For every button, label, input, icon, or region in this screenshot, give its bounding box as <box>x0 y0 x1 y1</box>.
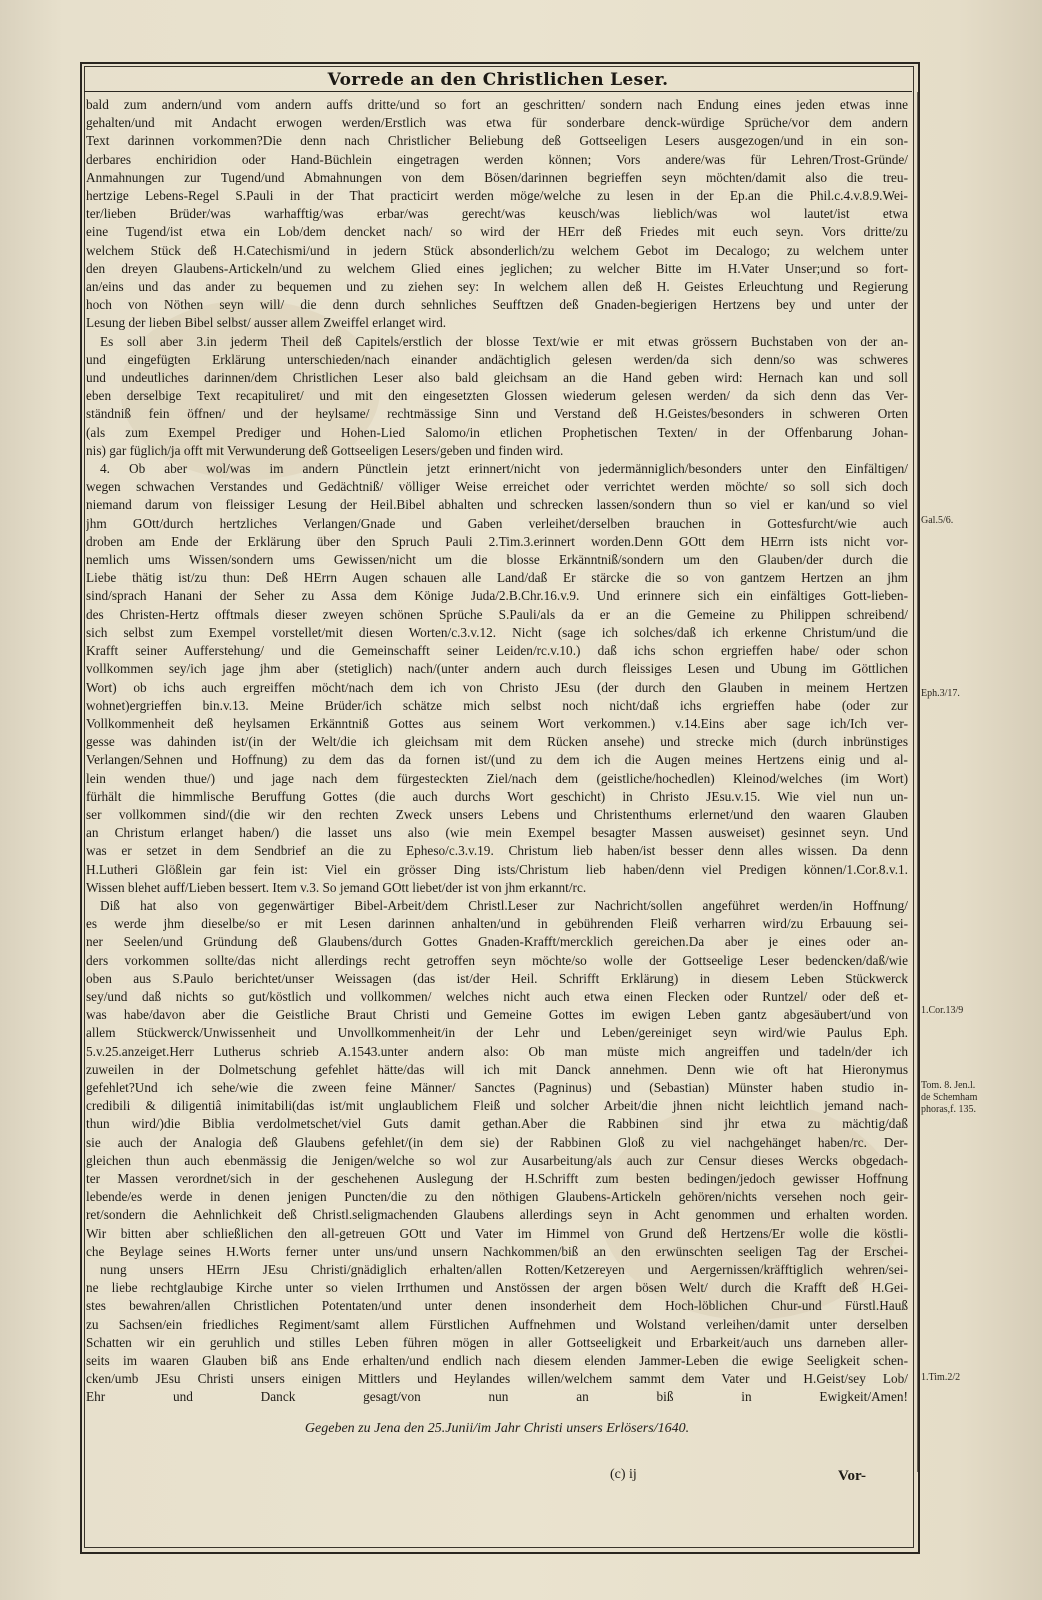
text-line: und eingefügten Erklärung unterschieden/nach einander andächtiglich gelesen werden/da sich denn/so was schweres <box>86 351 908 367</box>
text-line: cken/umb JEsu Christi unsers einigen Mittlers und Heylandes willen/welchem sammt dem Vater und H.Geist/sey Lob/ <box>86 1371 908 1387</box>
text-line: Schatten wir ein geruhlich und stilles Leben führen mögen in aller Gottseeligkeit und Erbarkeit/auch uns darneben aller- <box>86 1334 908 1350</box>
text-line: lebende/es werde in denen jenigen Puncten/die zu den nöthigen Glaubens-Artickeln gehören/nichts versehen noch geir- <box>86 1189 908 1205</box>
text-line: ner Seelen/und Gründung deß Glaubens/durch Gottes Gnaden-Krafft/mercklich gereichen.Da aber je eines oder an- <box>86 934 908 950</box>
text-line: derbares enchiridion oder Hand-Büchlein eingetragen werden können; Vors andere/was für Lehren/Trost-Gründe/ <box>86 151 908 167</box>
text-line: eben derselbige Text recapituliret/ und mit den eingesetzten Glossen wiederum gelesen werden/ da sich denn das Ver- <box>86 388 908 404</box>
text-line: gehalten/und mit Andacht erwogen werden/Erstlich was etwa für sonderbare denck-würdige Sprüche/vor dem andern <box>86 115 908 131</box>
text-line: H.Lutheri Glößlein gar fein ist: Viel ein grösser Ding ists/Christum lieb haben/denn viel Predigen können/1.Cor.8.v.1. <box>86 861 908 877</box>
text-line: 5.v.25.anzeiget.Herr Lutherus schrieb A.1543.unter andern also: Ob man müste mich angreiffen und tadeln/der ich <box>86 1043 908 1059</box>
margin-note-eph: Eph.3/17. <box>921 688 960 699</box>
text-line: sie auch der Analogia deß Glaubens gefehlet/(in dem sie) der Rabbinen Gloß zu viel nachgehänget haben/rc. Der- <box>86 1134 908 1150</box>
text-line: oben aus S.Paulo berichtet/unser Weissagen (das ist/der Heil. Schrifft Erklärung) in diesem Leben Stückwerck <box>86 970 908 986</box>
text-line: thun wird/)die Biblia verdolmetschet/viel Guts damit gethan.Aber die Rabbinen sind jhr etwa zu mächtig/daß <box>86 1116 908 1132</box>
text-line: Wir bitten aber schließlichen den all-getreuen GOtt und Vater im Himmel von Grund deß Hertzens/Er wolle die köstli- <box>86 1225 908 1241</box>
text-line: ne liebe rechtglaubige Kirche unter so vielen Irrthumen und Anstössen der argen bösen Welt/ durch die Krafft deß H.Gei- <box>86 1280 908 1296</box>
text-line: che Beylage seines H.Worts ferner unter uns/und unsern Nachkommen/biß an den erwünschten seeligen Tag der Erschei- <box>86 1243 908 1259</box>
margin-note-tom: Tom. 8. Jen.l. de Schemham phoras,f. 135. <box>921 1080 978 1115</box>
catchword: Vor- <box>838 1468 867 1484</box>
text-line: nis) gar füglich/ja offt mit Verwunderung deß Gottseeligen Lesers/geben und finden wird. <box>86 442 564 458</box>
text-line: wohnet)ergrieffen bin.v.13. Meine Brüder/ich schätze mich selbst noch nicht/daß ichs ergrieffen habe (oder zur <box>86 697 908 713</box>
margin-note-tim: 1.Tim.2/2 <box>921 1372 961 1383</box>
text-line: zu Sachsen/ein friedliches Regiment/samt allem Fürstlichen Auffnehmen und Wolstand verleihen/damit unter derselben <box>86 1316 908 1332</box>
text-line: sind/sprach Hanani der Seher zu Assa dem Könige Juda/2.B.Chr.16.v.9. Und erinnere sich ein einfältiges Gott-lieben- <box>86 588 908 604</box>
text-line: welchem Stück deß H.Catechismi/und in jedern Stück absonderlich/zu welchem Gebot im Decalogo; zu welchem unter <box>86 242 908 258</box>
text-line: droben am Ende der Erklärung über den Spruch Pauli 2.Tim.3.erinnert worden.Denn GOtt dem HErrn ists nicht vor- <box>86 533 908 549</box>
text-line: ter Massen verordnet/sich in der geschehenen Auslegung der H.Schrifft zum besten bedingen/jedoch gewisser Hoffnung <box>86 1170 908 1186</box>
text-line: fürhält die himmlische Beruffung Gottes (die auch durchs Wort geschicht) in Christo JEsu.v.15. Wie viel nun un- <box>86 788 908 804</box>
text-line: Lesung der lieben Bibel selbst/ ausser allem Zweiffel erlanget wird. <box>86 315 447 331</box>
text-line: (als zum Exempel Prediger und Hohen-Lied Salomo/in etlichen Prophetischen Texten/ in der Offenbarung Johan- <box>86 424 908 440</box>
text-line: eine Tugend/ist etwa ein Lob/dem dencket nach/ so wird der HErr deß Friedes mit euch seyn. Vors dritte/zu <box>86 224 908 240</box>
text-line: stes bewahren/allen Christlichen Potentaten/und unter denen insonderheit dem Hoch-löblichen Chur-und Fürstl.Hauß <box>86 1298 908 1314</box>
text-line: hertzige Lebens-Regel S.Pauli in der That practicirt werden möge/welche zu lesen in der Ep.an die Phil.c.4.v.8.9.Wei- <box>86 188 908 204</box>
text-line: sich selbst zum Exempel vorstellet/mit diesen Worten/c.3.v.12. Nicht (sage ich solches/daß ich erkenne Christum/und die <box>86 624 908 640</box>
text-line: es werde jhm dieselbe/so er mit Lesen darinnen anhalten/und in gebührenden Fleiß verharren wird/zu Erbauung sei- <box>86 916 908 932</box>
text-line: nung unsers HErrn JEsu Christi/gnädiglich erhalten/allen Rotten/Ketzereyen und Aergernissen/kräfftiglich wehren/sei- <box>100 1262 908 1277</box>
text-line: Verlangen/Sehnen und Hoffnung) zu dem das da fornen ist/(und zu dem ich die Augen meines Hertzens einig und al- <box>86 752 908 768</box>
text-line: Diß hat also von gegenwärtiger Bibel-Arbeit/dem Christl.Leser zur Nachricht/sollen angeführet werden/in Hoffnung/ <box>100 897 908 913</box>
text-line: zuweilen in der Dolmetschung gefehlet hätte/das will ich mit Danck annehmen. Denn wie oft hat Hieronymus <box>86 1061 908 1077</box>
text-line: 4. Ob aber wol/was im andern Pünctlein jetzt erinnert/nicht von jedermänniglich/besonders unter den Einfältigen/ <box>100 461 908 477</box>
text-line: ders vorkommen sollte/das nicht allerdings recht getroffen seyn möchte/so wolle der Gottseelige Leser bedencken/daß/wie <box>86 952 908 968</box>
body-text <box>86 96 908 1407</box>
text-line: vollkommen sey/ich jage jhm aber (stetiglich) nach/(unter andern auch durch fleissiges Lesen und Ubung im Göttlichen <box>86 661 908 677</box>
text-line: lein wenden thue/) und jage nach dem fürgesteckten Ziel/nach dem (geistliche/hochedlen) Kleinod/welches (im Wort) <box>86 770 908 786</box>
text-line: ret/sondern die Aehnlichkeit deß Christl.seligmachenden Glaubens allerdings seyn in Acht genommen und erhalten worden. <box>86 1207 908 1223</box>
text-line: Vollkommenheit deß heylsamen Erkänntniß Gottes aus seinem Wort verkommen.) v.14.Eins aber sage ich/Ich ver- <box>86 715 908 731</box>
text-line: an/eins und das ander zu bequemen und zu ziehen sey: In welchem allen deß H. Geistes Erleuchtung und Regierung <box>86 279 908 295</box>
text-line: den dreyen Glaubens-Artickeln/und zu welchem Glied eines jeglichen; zu welcher Bitte im H.Vater Unser;und so fort- <box>86 260 908 276</box>
text-line: jhm GOtt/durch hertzliches Verlangen/Gnade und Gaben verleihet/derselben brauchen in Gottesfurcht/wie auch <box>86 515 908 531</box>
text-line: ser vollkommen sind/(die wir den rechten Zweck unsers Lebens und Christenthums erlernet/und den waaren Glauben <box>86 806 908 822</box>
signature-mark: (c) ij <box>610 1467 637 1482</box>
text-line: gleichen thun auch ebenmässig die Jenigen/welche so wol zur Ausarbeitung/als auch zur Censur dieses Wercks obgedach- <box>86 1152 908 1168</box>
text-line: Es soll aber 3.in jederm Theil deß Capitels/erstlich der blosse Text/wie er mit etwas grössern Buchstaben von der an- <box>100 333 908 349</box>
margin-note-cor: 1.Cor.13/9 <box>921 1005 964 1016</box>
text-line: an Christum erlanget haben/) die lasset uns also (wie mein Exempel besagter Massen ausweiset) gesinnet seyn. Und <box>86 825 908 841</box>
text-line: bald zum andern/und vom andern auffs dritte/und so fort an geschritten/ sondern nach Endung eines jeden etwas inne <box>86 97 908 112</box>
text-line: Wort) ob ichs auch ergreiffen möcht/nach dem ich von Christo JEsu (der durch den Glauben in meinem Hertzen <box>86 679 908 695</box>
text-line: seits im waaren Glauben biß ans Ende erhalten/und endlich nach diesem elenden Jammer-Leben die ewige Seeligkeit schen- <box>86 1353 908 1369</box>
text-line: ter/lieben Brüder/was warhafftig/was erbar/was gerecht/was keusch/was lieblich/was wol lautet/ist etwa <box>86 206 908 222</box>
text-line: was habe/davon aber die Geistliche Braut Christi und Gemeine Gottes im ewigen Leben gantz abgesäubert/und von <box>86 1007 908 1023</box>
text-line: Anmahnungen zur Tugend/und Abmahnungen von dem Bösen/darinnen begrieffen seyn möchten/damit also die treu- <box>86 169 908 185</box>
text-line: Ehr und Danck gesagt/von nun an biß in Ewigkeit/Amen! <box>86 1389 908 1405</box>
text-line: Krafft seiner Aufferstehung/ und die Gemeinschafft seiner Leiden/rc.v.10.) daß ichs schon ergrieffen habe/ oder schon <box>86 643 908 659</box>
text-line: gesse was dahinden ist/(in der Welt/die ich gleichsam mit dem Rücken ansehe) und strecke mich (durch inbrünstiges <box>86 734 908 750</box>
text-line: was er setzet in dem Sendbrief an die zu Epheso/c.3.v.19. Christum lieb haben/ist besser denn alles wissen. Da denn <box>86 843 908 859</box>
text-line: wegen schwachen Verstandes und Gedächtniß/ völliger Weise erreichet oder verrichtet werden möchte/ so soll sich doch <box>86 479 908 495</box>
text-line: Liebe thätig ist/zu thun: Deß HErrn Augen schauen alle Land/daß Er stärcke die so von gantzem Hertzen an jhm <box>86 570 908 586</box>
header-rule <box>84 91 912 92</box>
text-line: ständniß fein öffnen/ und der heylsame/ rechtmässige Sinn und Verstand deß H.Geistes/besonders in schweren Orten <box>86 406 908 422</box>
text-line: gefehlet?Und ich sehe/wie die zween feine Männer/ Sanctes (Pagninus) und (Sebastian) Münster haben studio in- <box>86 1079 908 1095</box>
text-line: hoch von Nöthen seyn will/ die denn durch sehnliches Seufftzen deß Gnaden-begierigen Hertzens bey und unter der <box>86 297 908 313</box>
text-line: niemand darum von fleissiger Lesung der Heil.Bibel abhalten und schrecken lassen/sondern thun so viel er kan/und so viel <box>86 497 908 513</box>
text-line: Wissen blehet auff/Lieben bessert. Item v.3. So jemand GOtt liebet/der ist von jhm erkannt/rc. <box>86 879 587 895</box>
marginal-rule <box>917 92 918 1472</box>
running-head: Vorrede an den Christlichen Leser. <box>327 70 669 90</box>
text-line: credibili & diligentiâ inimitabili(das ist/mit unglaublichem Fleiß und solcher Arbeit/die jhnen nicht leichtlich jemand nach- <box>86 1098 908 1114</box>
text-line: nemlich ums Wissen/sondern ums Gewissen/nicht um die blosse Erkänntniß/sondern um den Glauben/der durch die <box>86 552 908 568</box>
text-line: und undeutliches darinnen/dem Christlichen Leser also bald gleichsam an die Hand geben wird: Hernach kan und soll <box>86 370 908 386</box>
text-line: des Christen-Hertz offtmals dieser zweyen schönen Sprüche S.Pauli/als da er an die Gemeine zu Philippen schreibend/ <box>86 606 908 622</box>
text-line: sey/und daß nichts so gut/köstlich und vollkommen/ welches nicht auch etwa einen Flecken oder Runtzel/ oder deß et- <box>86 988 908 1004</box>
margin-note-gal: Gal.5/6. <box>921 515 954 526</box>
text-line: Text darinnen vorkommen?Die denn nach Christlicher Beliebung deß Gottseeligen Lesers ausgezogen/und in ein son- <box>86 133 908 149</box>
text-line: allem Stückwerck/Unwissenheit und Unvollkommenheit/in der Lehr und Leben/gereiniget seyn wird/wie Paulus Eph. <box>86 1025 908 1041</box>
signoff-line: Gegeben zu Jena den 25.Junii/im Jahr Christi unsers Erlösers/1640. <box>304 1421 690 1436</box>
